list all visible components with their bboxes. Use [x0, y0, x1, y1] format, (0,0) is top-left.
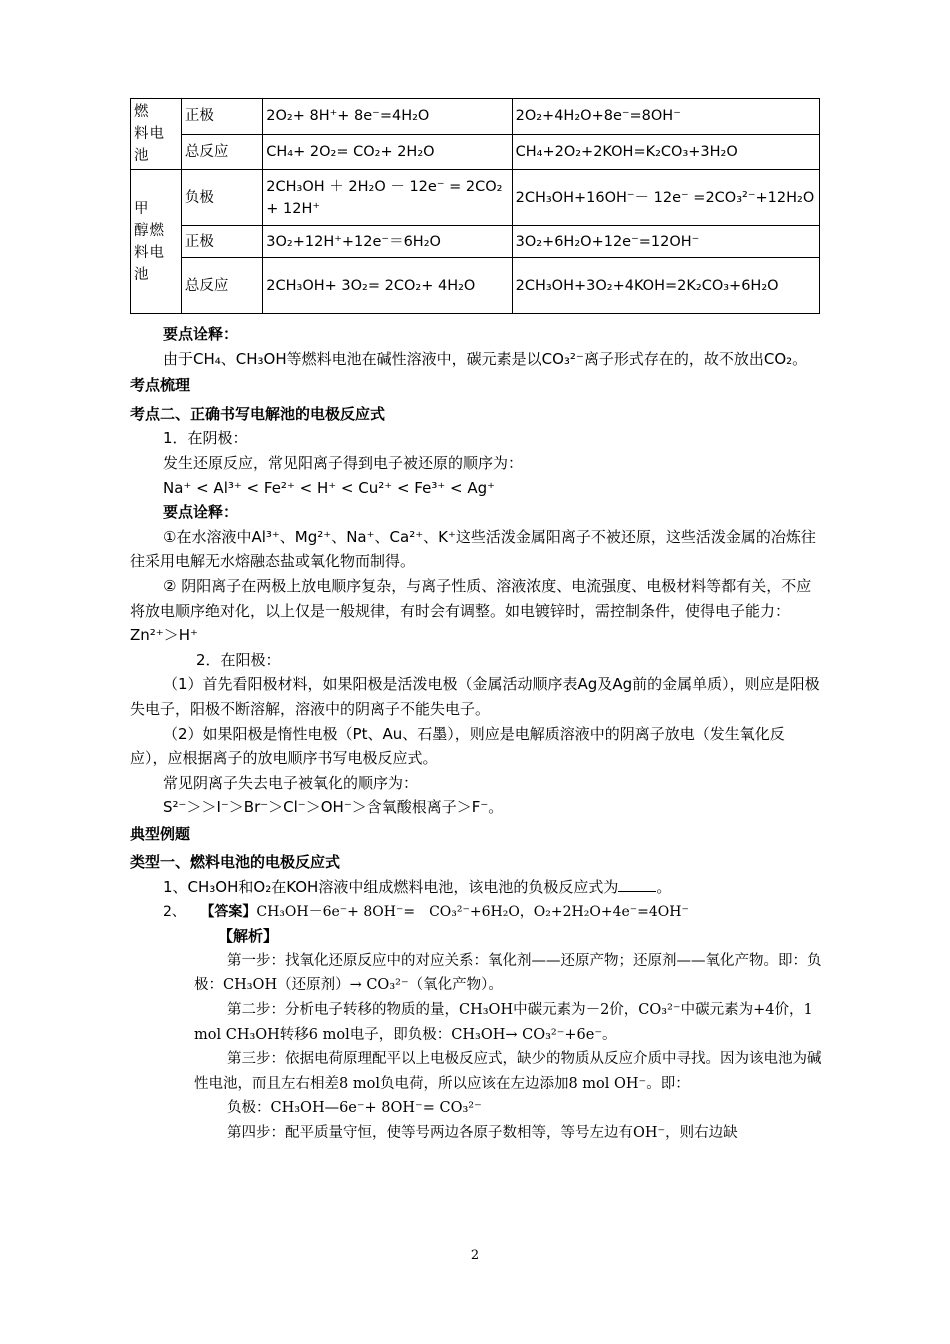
answer-line — [130, 900, 822, 925]
row-label-anode: 负极 — [181, 170, 262, 226]
methanol-acid-anode-eq: 2CH₃OH ＋ 2H₂O － 12e⁻ = 2CO₂+ 12H⁺ — [263, 170, 512, 226]
answer-text: CH₃OH－6e⁻+ 8OH⁻= CO₃²⁻+6H₂O，O₂+2H₂O+4e⁻=4OH⁻ — [256, 903, 689, 920]
k2-anode: 2．在阳极： — [196, 650, 281, 669]
question-1-end: 。 — [656, 878, 672, 897]
acid-cathode-eq: 2O₂+ 8H⁺+ 8e⁻=4H₂O — [263, 99, 512, 135]
kaodian-title: 考点梳理 — [130, 376, 191, 395]
analysis-label: 【解析】 — [218, 927, 279, 946]
question-1 — [130, 875, 822, 900]
cation-order: Na⁺ < Al³⁺ < Fe²⁺ < H⁺ < Cu²⁺ < Fe³⁺ < Ag⁺ — [163, 478, 496, 497]
note2-p2: ② 阴阳离子在两极上放电顺序复杂，与离子性质、溶液浓度、电流强度、电极材料等都有关，不应将放电顺序绝对化，以上仅是一般规律，有时会有调整。如电镀锌时，需控制条件，使得电子能力：Zn²⁺＞H⁺ — [130, 576, 812, 645]
methanol-acid-overall-eq: 2CH₃OH+ 3O₂= 2CO₂+ 4H₂O — [263, 258, 512, 314]
analysis-steps — [130, 949, 822, 1146]
group-label-fuel-cell: 燃 料电池 — [131, 99, 182, 170]
row-label-overall-2: 总反应 — [181, 258, 262, 314]
step-3-equation: 负极：CH₃OH—6e⁻+ 8OH⁻= CO₃²⁻ — [227, 1100, 482, 1117]
type1-title: 类型一、燃料电池的电极反应式 — [130, 853, 341, 872]
k2-cathode: 1．在阴极： — [163, 429, 248, 448]
base-cathode-eq: 2O₂+4H₂O+8e⁻=8OH⁻ — [512, 99, 819, 135]
methanol-base-cathode-eq: 3O₂+6H₂O+12e⁻=12OH⁻ — [512, 226, 819, 258]
group-label-methanol-cell: 甲 醇燃 料电池 — [131, 170, 182, 314]
note2-title: 要点诠释： — [163, 503, 239, 522]
page-number: 2 — [470, 1248, 480, 1263]
methanol-acid-cathode-eq: 3O₂+12H⁺+12e⁻＝6H₂O — [263, 226, 512, 258]
methanol-base-anode-eq: 2CH₃OH+16OH⁻－ 12e⁻ =2CO₃²⁻+12H₂O — [512, 170, 819, 226]
anode-p1: （1）首先看阳极材料，如果阳极是活泼电极（金属活动顺序表Ag及Ag前的金属单质），则应是阳极失电子，阳极不断溶解，溶液中的阴离子不能失电子。 — [130, 675, 820, 718]
question-1-text: 1、CH₃OH和O₂在KOH溶液中组成燃料电池，该电池的负极反应式为 — [163, 878, 619, 897]
row-label-cathode-2: 正极 — [181, 226, 262, 258]
document-body — [130, 322, 822, 1146]
k2-cathode-text: 发生还原反应，常见阳离子得到电子被还原的顺序为： — [163, 453, 524, 472]
step-2: 第二步：分析电子转移的物质的量，CH₃OH中碳元素为－2价，CO₃²⁻中碳元素为+4价，1 mol CH₃OH转移6 mol电子，即负极：CH₃OH→ CO₃²⁻+6e⁻。 — [194, 1002, 813, 1043]
step-4: 第四步：配平质量守恒，使等号两边各原子数相等，等号左边有OH⁻，则右边缺 — [227, 1125, 738, 1141]
step-1: 第一步：找氧化还原反应中的对应关系：氧化剂——还原产物；还原剂——氧化产物。即：负极：CH₃OH（还原剂）→ CO₃²⁻（氧化产物）。 — [194, 952, 822, 994]
methanol-base-overall-eq: 2CH₃OH+3O₂+4KOH=2K₂CO₃+6H₂O — [512, 258, 819, 314]
answer-label: 【答案】 — [200, 903, 257, 920]
anode-p2: （2）如果阳极是惰性电极（Pt、Au、石墨），则应是电解质溶液中的阴离子放电（发生氧化反应），应根据离子的放电顺序书写电极反应式。 — [130, 724, 785, 768]
anion-order: S²⁻＞＞I⁻＞Br⁻＞Cl⁻＞OH⁻＞含氧酸根离子＞F⁻。 — [163, 798, 504, 817]
note1-title: 要点诠释： — [163, 325, 239, 343]
note1-text: 由于CH₄、CH₃OH等燃料电池在碱性溶液中，碳元素是以CO₃²⁻离子形式存在的，故不放出CO₂。 — [163, 349, 808, 368]
question-2-prefix: 2、 — [163, 903, 186, 920]
answer-blank — [618, 877, 656, 892]
acid-overall-eq: CH₄+ 2O₂= CO₂+ 2H₂O — [263, 134, 512, 170]
row-label-cathode: 正极 — [181, 99, 262, 135]
base-overall-eq: CH₄+2O₂+2KOH=K₂CO₃+3H₂O — [512, 134, 819, 170]
examples-title: 典型例题 — [130, 824, 191, 843]
fuel-cell-table — [130, 98, 820, 314]
k2-title: 考点二、正确书写电解池的电极反应式 — [130, 404, 386, 423]
step-3: 第三步：依据电荷原理配平以上电极反应式，缺少的物质从反应介质中寻找。因为该电池为碱性电池，而且左右相差8 mol负电荷，所以应该在左边添加8 mol OH⁻。即： — [194, 1051, 822, 1092]
anion-intro: 常见阴离子失去电子被氧化的顺序为： — [163, 773, 419, 792]
note2-p1: ①在水溶液中Al³⁺、Mg²⁺、Na⁺、Ca²⁺、K⁺这些活泼金属阳离子不被还原，这些活泼金属的冶炼往往采用电解无水熔融态盐或氧化物而制得。 — [130, 527, 816, 571]
row-label-overall: 总反应 — [181, 134, 262, 170]
